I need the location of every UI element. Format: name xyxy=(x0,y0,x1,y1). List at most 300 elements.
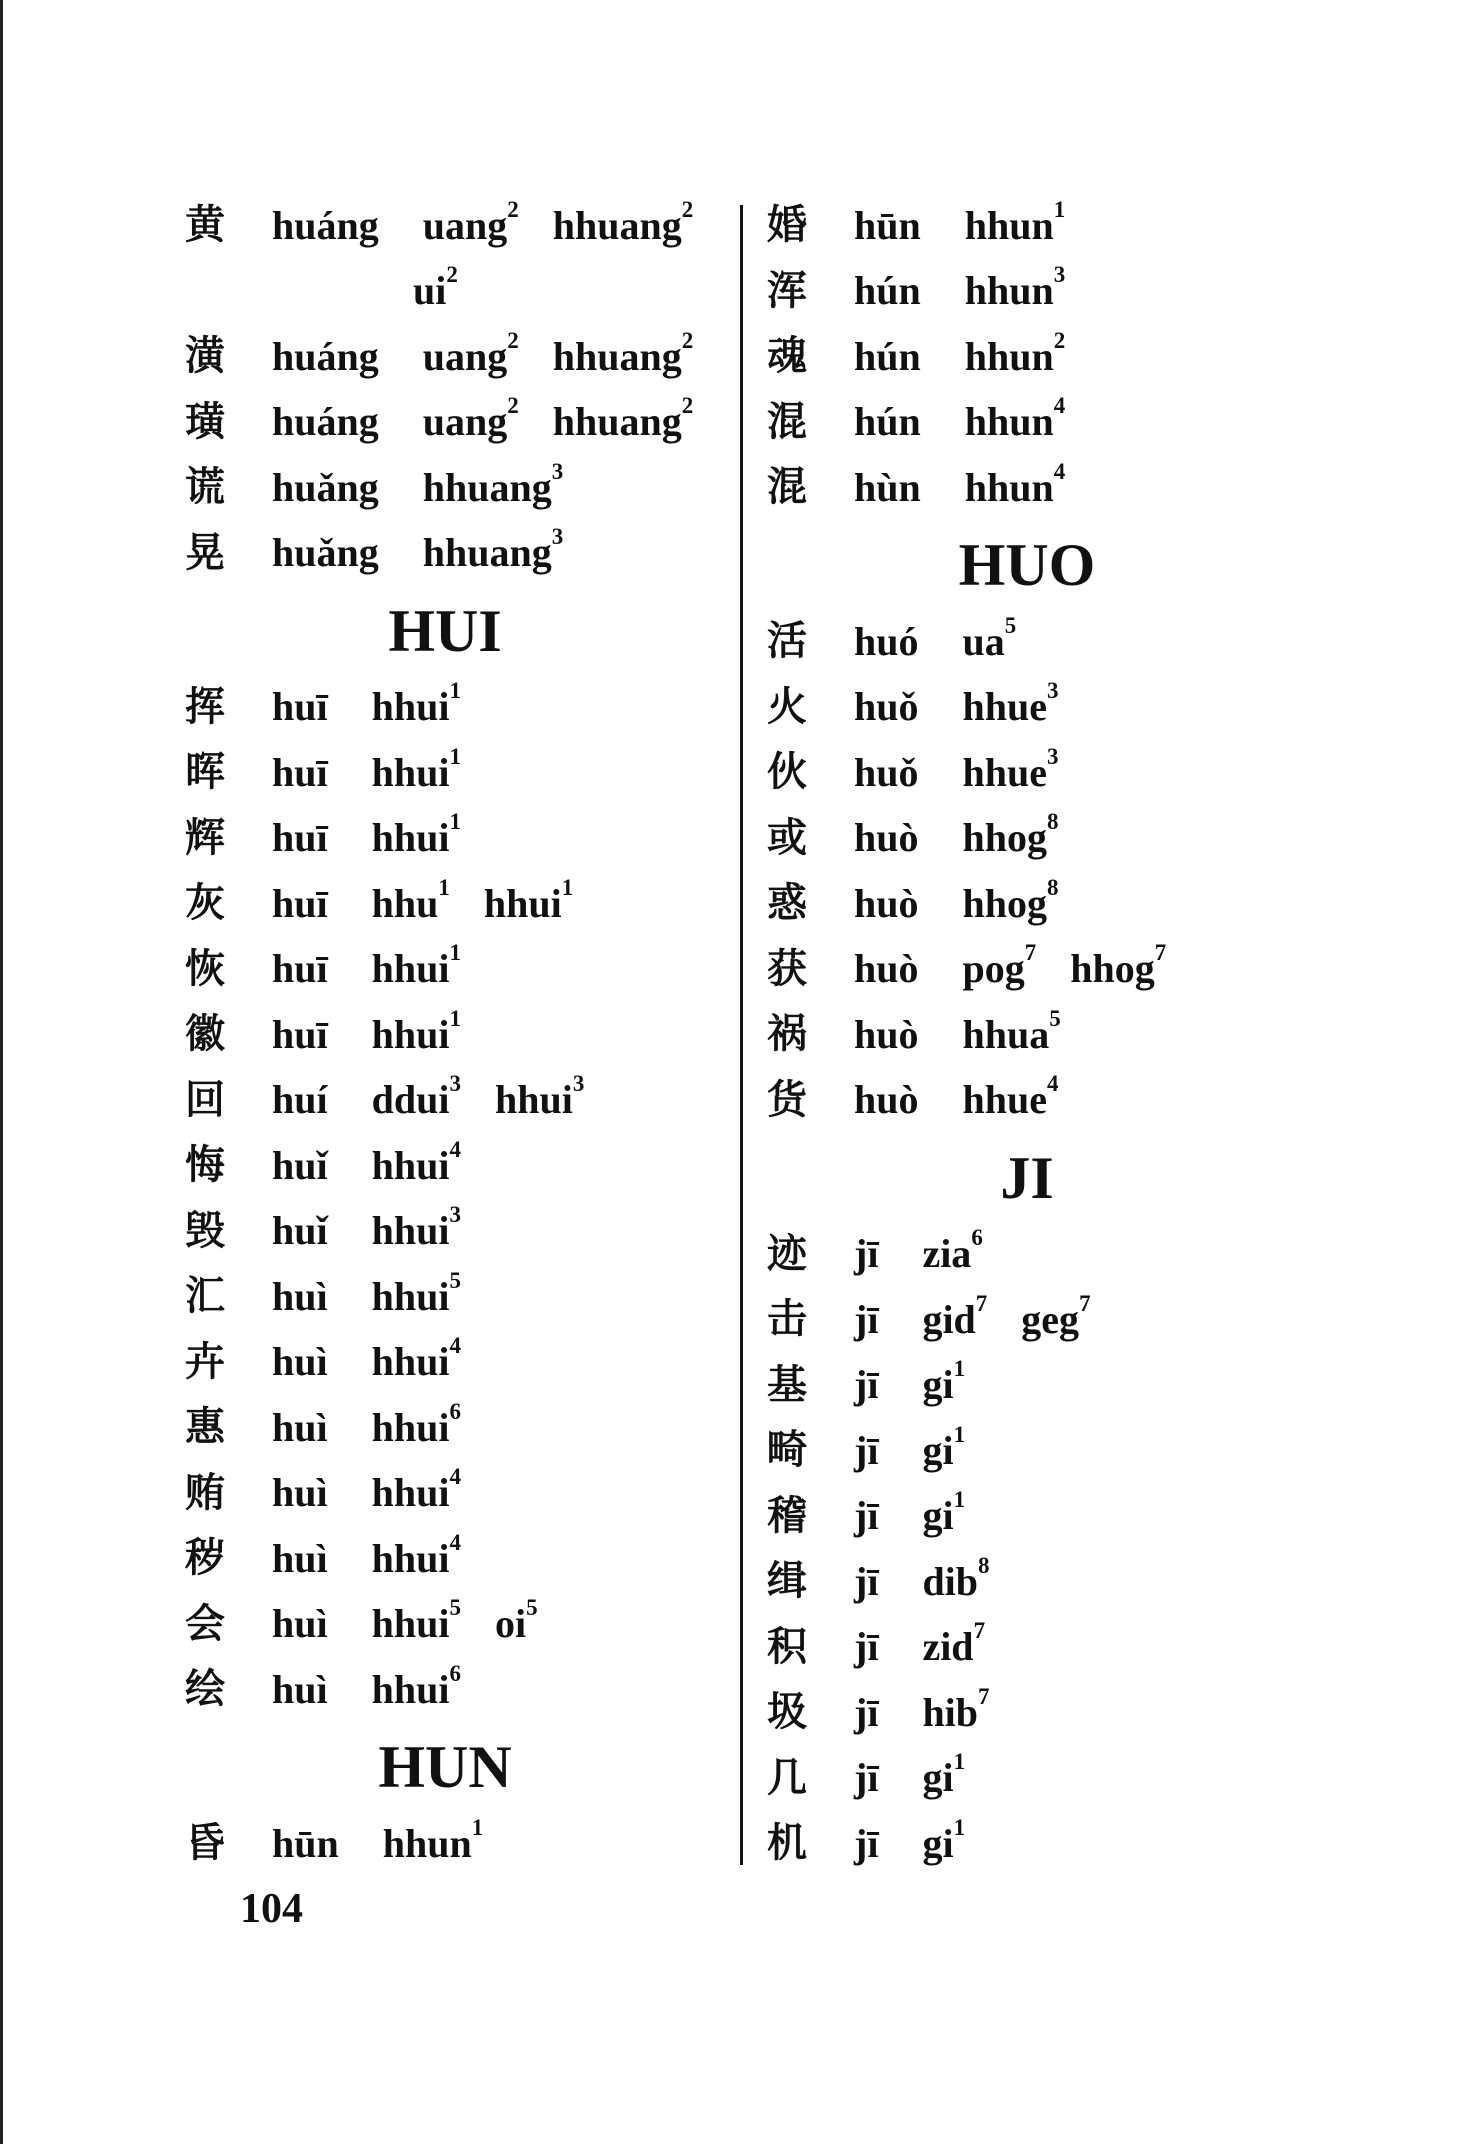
dictionary-entry xyxy=(767,1683,1024,1737)
hanzi: 畸 xyxy=(767,1427,807,1473)
dialect-reading xyxy=(371,1660,461,1713)
dialect-reading xyxy=(1070,940,1167,992)
dialect-reading xyxy=(962,612,1017,665)
pinyin: huī xyxy=(272,684,328,729)
tone-number: 2 xyxy=(446,262,458,287)
tone-number: 7 xyxy=(1154,940,1167,965)
dialect-reading xyxy=(371,1267,461,1320)
tone-number: 7 xyxy=(1079,1290,1091,1316)
pinyin: jī xyxy=(854,1689,879,1735)
reading-text: hhui xyxy=(371,1404,450,1450)
dictionary-entry xyxy=(767,1005,1095,1059)
section-heading: HUN xyxy=(378,1734,512,1800)
dictionary-entry xyxy=(185,327,727,381)
hanzi: 基 xyxy=(767,1361,807,1408)
tone-number: 3 xyxy=(572,1071,585,1096)
dialect-reading xyxy=(552,393,694,445)
section-heading: JI xyxy=(1000,1144,1054,1211)
pinyin: hún xyxy=(854,268,921,313)
tone-number: 1 xyxy=(449,1005,461,1031)
reading-text: hhog xyxy=(962,880,1047,926)
reading-text: uang xyxy=(422,399,508,444)
dictionary-entry xyxy=(767,1814,999,1868)
dictionary-entry xyxy=(185,1202,495,1256)
dictionary-entry xyxy=(185,1529,495,1583)
pinyin: huǒ xyxy=(854,749,919,795)
hanzi: 获 xyxy=(767,945,807,992)
dialect-reading xyxy=(371,809,461,861)
dialect-reading xyxy=(483,874,574,927)
page-number: 104 xyxy=(240,1886,303,1932)
dictionary-entry xyxy=(767,327,1099,381)
hanzi: 会 xyxy=(185,1600,225,1647)
pinyin: jī xyxy=(854,1820,879,1866)
pinyin: huó xyxy=(854,618,919,664)
hanzi: 卉 xyxy=(185,1338,225,1385)
pinyin: huǐ xyxy=(272,1208,328,1253)
pinyin: huì xyxy=(272,1273,328,1319)
reading-text: ddui xyxy=(371,1077,450,1122)
tone-number: 2 xyxy=(507,393,519,418)
reading-text: hhue xyxy=(962,684,1047,729)
hanzi: 伙 xyxy=(767,749,807,795)
dialect-reading xyxy=(371,1333,461,1385)
dialect-reading xyxy=(922,1552,990,1605)
hanzi: 混 xyxy=(767,398,807,445)
hanzi: 秽 xyxy=(185,1535,225,1581)
dialect-reading xyxy=(922,1683,990,1736)
dictionary-entry xyxy=(185,743,495,797)
reading-text: hhuang xyxy=(552,202,682,248)
reading-text: hhog xyxy=(1070,946,1155,991)
tone-number: 1 xyxy=(449,809,461,834)
dictionary-entry xyxy=(185,458,597,512)
hanzi: 机 xyxy=(767,1820,807,1866)
reading-text: hhui xyxy=(371,1601,450,1646)
reading-text: hhuang xyxy=(552,333,682,379)
hanzi: 黄 xyxy=(185,202,225,248)
tone-number: 4 xyxy=(449,1464,461,1489)
dialect-reading xyxy=(964,393,1066,445)
dialect-reading xyxy=(371,940,461,992)
reading-text: hhui xyxy=(483,880,562,926)
tone-number: 1 xyxy=(449,678,461,703)
dialect-reading xyxy=(494,1071,585,1123)
pinyin: huáng xyxy=(272,202,379,248)
dictionary-entry xyxy=(767,1290,1125,1344)
reading-text: hhun xyxy=(964,464,1054,510)
reading-text: hhuang xyxy=(422,464,552,510)
dictionary-entry xyxy=(185,1071,618,1125)
tone-number: 3 xyxy=(1047,678,1059,703)
tone-number: 6 xyxy=(449,1398,461,1424)
pinyin: huò xyxy=(854,946,919,991)
tone-number: 1 xyxy=(953,1814,966,1840)
reading-text: hhog xyxy=(962,815,1047,860)
pinyin: jī xyxy=(854,1362,879,1407)
dialect-reading xyxy=(422,327,519,380)
pinyin: huī xyxy=(272,749,328,795)
dialect-reading xyxy=(922,1290,988,1343)
dialect-reading xyxy=(371,1464,461,1516)
reading-text: hib xyxy=(922,1689,979,1735)
hanzi: 悔 xyxy=(185,1142,225,1188)
reading-text: hhui xyxy=(371,1011,450,1057)
dialect-reading xyxy=(494,1595,538,1647)
dictionary-entry xyxy=(185,1595,572,1649)
dialect-reading xyxy=(962,809,1059,861)
dialect-reading xyxy=(962,940,1037,992)
tone-number: 4 xyxy=(1053,458,1066,484)
reading-text: dib xyxy=(922,1558,979,1604)
tone-number: 3 xyxy=(551,524,564,549)
reading-text: hhu xyxy=(371,880,439,926)
pinyin: hūn xyxy=(272,1820,339,1866)
dialect-reading xyxy=(371,1398,461,1451)
tone-number: 2 xyxy=(681,393,694,418)
reading-text: gi xyxy=(922,1755,954,1800)
tone-number: 4 xyxy=(449,1333,461,1358)
reading-text: ui xyxy=(413,268,447,313)
pinyin: huǎng xyxy=(272,464,379,510)
hanzi: 或 xyxy=(767,814,807,861)
pinyin: huò xyxy=(854,1011,919,1057)
hanzi: 迹 xyxy=(767,1230,807,1277)
dialect-reading xyxy=(371,678,461,730)
reading-text: hhue xyxy=(962,1077,1047,1122)
pinyin: huí xyxy=(272,1077,328,1122)
dictionary-entry xyxy=(185,196,727,250)
dictionary-entry xyxy=(767,1421,999,1475)
pinyin: hūn xyxy=(854,202,921,248)
hanzi: 积 xyxy=(767,1623,807,1670)
tone-number: 7 xyxy=(975,1290,988,1316)
dialect-reading xyxy=(962,874,1059,927)
reading-text: gi xyxy=(922,1820,954,1866)
reading-text: hhun xyxy=(382,1820,472,1866)
tone-number: 4 xyxy=(1047,1071,1059,1096)
dialect-reading xyxy=(552,327,694,380)
dialect-reading xyxy=(371,743,461,796)
dictionary-entry xyxy=(767,1749,999,1803)
pinyin: huáng xyxy=(272,333,379,379)
pinyin: hùn xyxy=(854,464,921,510)
tone-number: 1 xyxy=(561,874,574,900)
reading-text: hhue xyxy=(962,749,1047,795)
reading-text: hhui xyxy=(371,749,450,795)
dialect-reading xyxy=(964,262,1066,314)
hanzi: 圾 xyxy=(767,1689,807,1735)
tone-number: 1 xyxy=(953,1487,966,1512)
dictionary-entry xyxy=(767,196,1099,250)
reading-text: hhui xyxy=(371,815,450,860)
pinyin: huī xyxy=(272,880,328,926)
dialect-reading xyxy=(922,1421,966,1474)
dictionary-entry xyxy=(767,612,1050,666)
hanzi: 稽 xyxy=(767,1492,807,1539)
dialect-reading xyxy=(371,1136,461,1189)
hanzi: 活 xyxy=(767,618,807,664)
dictionary-entry xyxy=(185,1464,495,1518)
dictionary-entry xyxy=(767,1487,999,1541)
dialect-reading xyxy=(1021,1290,1091,1343)
dialect-reading xyxy=(962,743,1059,796)
dialect-reading xyxy=(964,327,1066,380)
pinyin: huì xyxy=(272,1339,328,1384)
hanzi: 汇 xyxy=(185,1273,225,1319)
pinyin: jī xyxy=(854,1493,879,1538)
tone-number: 1 xyxy=(953,1421,966,1447)
hanzi: 璜 xyxy=(185,398,225,445)
tone-number: 8 xyxy=(1047,874,1059,900)
reading-text: hhun xyxy=(964,399,1054,444)
hanzi: 火 xyxy=(767,683,807,730)
reading-text: ua xyxy=(962,618,1005,664)
reading-text: hhun xyxy=(964,333,1054,379)
dictionary-entry xyxy=(185,1333,495,1387)
dialect-reading xyxy=(371,1529,461,1582)
tone-number: 1 xyxy=(953,1749,966,1774)
tone-number: 7 xyxy=(978,1683,990,1709)
pinyin: huáng xyxy=(272,399,379,444)
dialect-reading xyxy=(371,1005,461,1058)
dictionary-entry xyxy=(767,1356,999,1410)
tone-number: 4 xyxy=(449,1136,461,1162)
reading-text: hhun xyxy=(964,202,1054,248)
tone-number: 2 xyxy=(681,196,694,222)
tone-number: 3 xyxy=(449,1202,461,1227)
dialect-reading xyxy=(371,1202,461,1254)
reading-text: pog xyxy=(962,946,1025,991)
reading-text: geg xyxy=(1021,1296,1080,1342)
hanzi: 浑 xyxy=(767,267,807,314)
reading-text: hhui xyxy=(371,1470,450,1515)
dictionary-entry xyxy=(185,393,727,447)
hanzi: 恢 xyxy=(185,945,225,992)
hanzi: 昏 xyxy=(185,1820,225,1866)
dialect-reading xyxy=(922,1487,966,1539)
dialect-reading xyxy=(422,196,519,249)
pinyin: huī xyxy=(272,815,328,860)
dialect-reading xyxy=(922,1814,966,1867)
pinyin: jī xyxy=(854,1558,879,1604)
dialect-reading xyxy=(962,1005,1061,1058)
reading-text: hhui xyxy=(371,684,450,729)
pinyin: jī xyxy=(854,1231,879,1276)
tone-number: 3 xyxy=(449,1071,461,1096)
dialect-reading xyxy=(922,1225,983,1277)
reading-text: gi xyxy=(922,1427,954,1473)
dialect-reading xyxy=(422,458,564,511)
hanzi: 谎 xyxy=(185,464,225,510)
hanzi: 贿 xyxy=(185,1469,225,1516)
dictionary-entry xyxy=(185,809,495,863)
dialect-reading xyxy=(422,524,564,576)
reading-text: hhuang xyxy=(422,530,552,575)
pinyin: huì xyxy=(272,1404,328,1450)
tone-number: 2 xyxy=(507,196,519,222)
pinyin: huò xyxy=(854,1077,919,1122)
reading-text: hhui xyxy=(371,1666,450,1712)
pinyin: hún xyxy=(854,333,921,379)
dialect-reading xyxy=(922,1618,986,1670)
dialect-reading xyxy=(962,678,1059,730)
hanzi: 击 xyxy=(767,1296,807,1342)
dictionary-entry xyxy=(185,1267,495,1321)
pinyin: huī xyxy=(272,1011,328,1057)
tone-number: 7 xyxy=(1024,940,1037,965)
pinyin: huì xyxy=(272,1666,328,1712)
pinyin: hún xyxy=(854,399,921,444)
tone-number: 1 xyxy=(953,1356,966,1381)
hanzi: 魂 xyxy=(767,333,807,379)
dictionary-entry xyxy=(767,874,1093,928)
dialect-reading xyxy=(371,1071,461,1123)
pinyin: huī xyxy=(272,946,328,991)
hanzi: 辉 xyxy=(185,814,225,861)
hanzi: 货 xyxy=(767,1076,807,1123)
tone-number: 7 xyxy=(973,1618,986,1643)
pinyin: huǎng xyxy=(272,530,379,575)
dictionary-entry xyxy=(767,743,1093,797)
tone-number: 5 xyxy=(526,1595,538,1620)
pinyin: huò xyxy=(854,880,919,926)
hanzi: 潢 xyxy=(185,333,225,379)
tone-number: 4 xyxy=(1053,393,1066,418)
tone-number: 1 xyxy=(449,940,461,965)
dictionary-entry xyxy=(767,1552,1024,1606)
reading-text: hhui xyxy=(371,1208,450,1253)
hanzi: 惑 xyxy=(767,880,807,926)
dictionary-entry xyxy=(185,940,495,994)
tone-number: 2 xyxy=(681,327,694,353)
dialect-reading xyxy=(962,1071,1059,1123)
reading-text: zia xyxy=(922,1231,972,1276)
reading-text: gi xyxy=(922,1493,954,1538)
dialect-reading xyxy=(964,196,1066,249)
dictionary-entry xyxy=(767,458,1099,512)
pinyin: huì xyxy=(272,1470,328,1515)
tone-number: 5 xyxy=(449,1595,461,1620)
hanzi: 惠 xyxy=(185,1404,225,1450)
hanzi: 祸 xyxy=(767,1011,807,1057)
dictionary-entry xyxy=(185,1398,495,1452)
tone-number: 1 xyxy=(1053,196,1066,222)
tone-number: 2 xyxy=(1053,327,1066,353)
pinyin: huǐ xyxy=(272,1142,328,1188)
reading-text: hhui xyxy=(371,1535,450,1581)
reading-text: hhui xyxy=(371,946,450,991)
hanzi: 回 xyxy=(185,1076,225,1123)
pinyin: huì xyxy=(272,1601,328,1646)
tone-number: 1 xyxy=(471,1814,484,1840)
tone-number: 6 xyxy=(971,1225,983,1250)
dialect-reading xyxy=(964,458,1066,511)
dialect-reading xyxy=(413,262,458,314)
tone-number: 5 xyxy=(449,1267,461,1293)
tone-number: 3 xyxy=(551,458,564,484)
dictionary-entry xyxy=(185,874,607,928)
column-divider xyxy=(740,205,743,1865)
tone-number: 1 xyxy=(438,874,450,900)
hanzi: 混 xyxy=(767,464,807,510)
reading-text: oi xyxy=(494,1601,527,1646)
hanzi: 毁 xyxy=(185,1207,225,1254)
hanzi: 晖 xyxy=(185,749,225,795)
pinyin: huò xyxy=(854,815,919,860)
dictionary-entry xyxy=(185,1136,495,1190)
hanzi: 婚 xyxy=(767,202,807,248)
tone-number: 5 xyxy=(1004,612,1017,638)
dictionary-entry xyxy=(767,1618,1019,1672)
tone-number: 5 xyxy=(1049,1005,1061,1031)
scan-edge xyxy=(0,0,3,2144)
reading-text: hhua xyxy=(962,1011,1050,1057)
tone-number: 3 xyxy=(1053,262,1066,287)
dictionary-entry xyxy=(767,393,1099,447)
reading-text: hhui xyxy=(371,1273,450,1319)
tone-number: 1 xyxy=(449,743,461,769)
hanzi: 徽 xyxy=(185,1011,225,1057)
tone-number: 8 xyxy=(978,1552,990,1578)
tone-number: 3 xyxy=(1047,743,1059,769)
pinyin: huǒ xyxy=(854,684,919,729)
tone-number: 8 xyxy=(1047,809,1059,834)
hanzi: 几 xyxy=(767,1754,807,1801)
section-heading: HUI xyxy=(388,597,502,664)
reading-text: uang xyxy=(422,202,508,248)
dialect-reading xyxy=(422,393,519,445)
pinyin: jī xyxy=(854,1624,879,1669)
pinyin: huì xyxy=(272,1535,328,1581)
reading-text: hhui xyxy=(494,1077,573,1122)
entry-continuation xyxy=(413,262,492,316)
dictionary-entry xyxy=(767,262,1099,316)
hanzi: 灰 xyxy=(185,880,225,926)
dictionary-entry xyxy=(185,678,495,732)
reading-text: uang xyxy=(422,333,508,379)
pinyin: jī xyxy=(854,1296,879,1342)
tone-number: 6 xyxy=(449,1660,461,1686)
section-heading: HUO xyxy=(958,532,1096,598)
dictionary-entry xyxy=(767,1225,1017,1279)
hanzi: 绘 xyxy=(185,1666,225,1712)
pinyin: jī xyxy=(854,1427,879,1473)
dialect-reading xyxy=(922,1749,966,1801)
dictionary-entry xyxy=(185,524,597,578)
tone-number: 4 xyxy=(449,1529,461,1555)
dictionary-entry xyxy=(767,1071,1093,1125)
pinyin: jī xyxy=(854,1755,879,1800)
reading-text: hhun xyxy=(964,268,1054,313)
tone-number: 2 xyxy=(507,327,519,353)
reading-text: hhui xyxy=(371,1339,450,1384)
dictionary-entry xyxy=(767,940,1200,994)
reading-text: gi xyxy=(922,1362,954,1407)
hanzi: 缉 xyxy=(767,1558,807,1604)
dictionary-entry xyxy=(185,1814,517,1868)
dialect-reading xyxy=(371,1595,461,1647)
dialect-reading xyxy=(922,1356,966,1408)
dictionary-entry xyxy=(185,1660,495,1714)
reading-text: zid xyxy=(922,1624,974,1669)
reading-text: hhuang xyxy=(552,399,682,444)
dictionary-entry xyxy=(185,1005,495,1059)
dictionary-entry xyxy=(767,809,1093,863)
reading-text: hhui xyxy=(371,1142,450,1188)
dialect-reading xyxy=(371,874,450,927)
dialect-reading xyxy=(382,1814,484,1867)
